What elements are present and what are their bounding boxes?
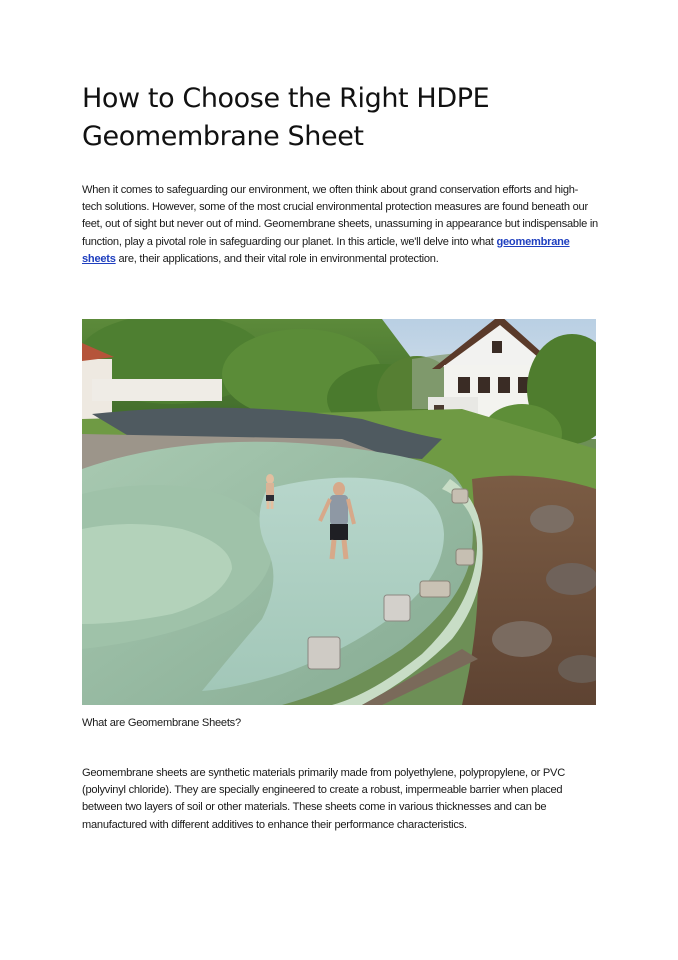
section-paragraph: Geomembrane sheets are synthetic materials primarily made from polyethylene, polypropylene, or PVC (polyvinyl chloride). They are specially engineered to create a robust, impermeable barrier when placed between two layers of soil or other materials. These sheets come in various thicknesses and can be manufactured with different additives to enhance their performance characteristics. xyxy=(82,767,565,831)
geomembrane-pond-photo xyxy=(82,319,596,705)
page-title: How to Choose the Right HDPE Geomembrane Sheet xyxy=(82,83,490,152)
intro-text-end: are, their applications, and their vital role in environmental protection. xyxy=(115,252,439,265)
section-heading: What are Geomembrane Sheets? xyxy=(82,717,241,729)
geomembrane-sheets-link[interactable]: geomembrane sheets xyxy=(82,235,570,265)
intro-paragraph xyxy=(82,182,598,268)
intro-text-start: When it comes to safeguarding our environment, we often think about grand conservation efforts and high-tech solutions. However, some of the most crucial environmental protection measures are found beneath our feet, out of sight but never out of mind. Geomembrane sheets, unassuming in appearance but indispensable in function, play a pivotal role in safeguarding our planet. In this article, we'll delve into what xyxy=(82,184,598,248)
